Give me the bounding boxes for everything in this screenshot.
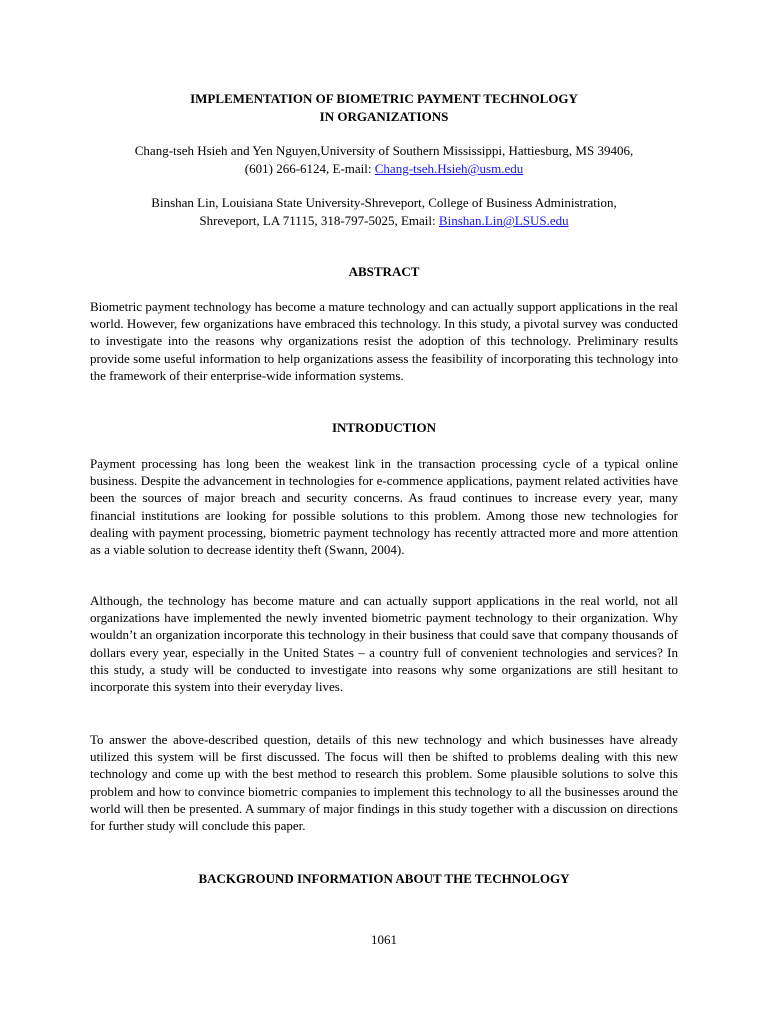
page-number: 1061 [371, 932, 397, 947]
author-affiliation-2: Binshan Lin, Louisiana State University-Shreveport, College of Business Administration, [151, 195, 617, 210]
abstract-heading: ABSTRACT [348, 264, 420, 279]
introduction-heading: INTRODUCTION [331, 420, 436, 435]
author-phone-1: (601) 266-6124, E-mail: [244, 161, 375, 176]
author-contact-1 [60, 160, 708, 178]
author-email-link-2[interactable]: Binshan.Lin@LSUS.edu [438, 213, 569, 228]
paper-title-line-2: IN ORGANIZATIONS [319, 109, 449, 124]
introduction-paragraph-3: To answer the above-described question, details of this new technology and which businesses have already utilized this system will be first discussed. The focus will then be shifted to problems dealing with this new technology and come up with the best method to research this problem. Some plausible solutions to solve this problem and how to convince biometric companies to implement this technology to all the businesses around the world will then be presented. A summary of major findings in this study together with a discussion on directions for further study will conclude this paper. [90, 732, 678, 834]
author-email-link-1[interactable]: Chang-tseh.Hsieh@usm.edu [374, 161, 524, 176]
author-affiliation-1: Chang-tseh Hsieh and Yen Nguyen,University of Southern Mississippi, Hattiesburg, MS 39406, [134, 143, 634, 158]
introduction-paragraph-1: Payment processing has long been the weakest link in the transaction processing cycle of a typical online business. Despite the advancement in technologies for e-commence applications, payment related activities have been the sources of major breach and security concerns. As fraud continues to increase every year, many financial institutions are looking for possible solutions to this problem. Among those new technologies for dealing with payment processing, biometric payment technology has recently attracted more and more attention as a viable solution to decrease identity theft (Swann, 2004). [90, 456, 678, 558]
paper-title [0, 90, 768, 126]
introduction-paragraph-2: Although, the technology has become mature and can actually support applications in the real world, not all organizations have implemented the newly invented biometric payment technology to their organization. Why wouldn’t an organization incorporate this technology in their business that could save that company thousands of dollars every year, especially in the United States – a country full of convenient technologies and services? In this study, a study will be conducted to investigate into reasons why some organizations are still hesitant to incorporate this system into their everyday lives. [90, 593, 678, 695]
author-phone-2: Shreveport, LA 71115, 318-797-5025, Email: [199, 213, 439, 228]
author-block-1 [60, 142, 708, 178]
author-block-2 [60, 194, 708, 230]
abstract-paragraph: Biometric payment technology has become a mature technology and can actually support applications in the real world. However, few organizations have embraced this technology. In this study, a pivotal survey was conducted to investigate into the reasons why organizations resist the adoption of this technology. Preliminary results provide some useful information to help organizations assess the feasibility of incorporating this technology into the framework of their enterprise-wide information systems. [90, 299, 678, 383]
paper-title-line-1: IMPLEMENTATION OF BIOMETRIC PAYMENT TECHNOLOGY [190, 91, 578, 106]
background-heading: BACKGROUND INFORMATION ABOUT THE TECHNOLOGY [198, 871, 570, 886]
author-contact-2 [60, 212, 708, 230]
